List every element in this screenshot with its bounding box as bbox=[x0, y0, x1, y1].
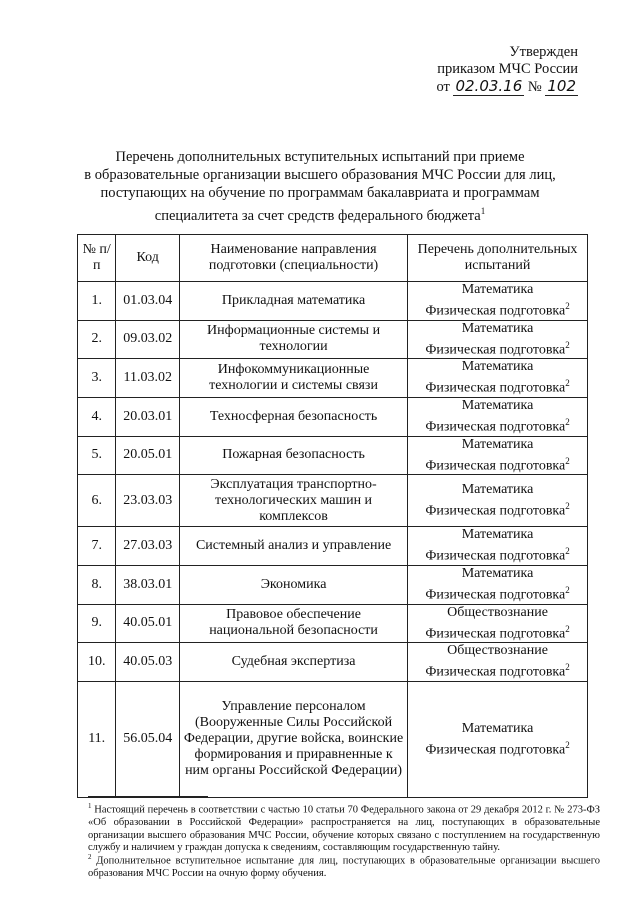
row-name: Информационные системы и технологии bbox=[180, 320, 408, 359]
row-name: Системный анализ и управление bbox=[180, 527, 408, 566]
row-tests bbox=[408, 475, 588, 527]
row-num: 2. bbox=[78, 320, 116, 359]
footnote-mark: 1 bbox=[88, 802, 92, 810]
table-row bbox=[78, 397, 588, 436]
approval-line-2: приказом МЧС России bbox=[437, 61, 578, 77]
row-name: Судебная экспертиза bbox=[180, 643, 408, 682]
approval-date-line bbox=[378, 78, 578, 96]
table-row bbox=[78, 643, 588, 682]
title-line: в образовательные организации высшего образования МЧС России для лиц, bbox=[84, 167, 556, 183]
number-prefix: № bbox=[527, 79, 542, 95]
test-1: Обществознание bbox=[447, 643, 548, 659]
row-num: 4. bbox=[78, 397, 116, 436]
footnote-2 bbox=[88, 851, 600, 881]
table-row bbox=[78, 681, 588, 797]
header-num: № п/п bbox=[78, 235, 116, 282]
tests-table bbox=[77, 234, 588, 798]
test-1: Математика bbox=[461, 397, 534, 413]
row-code: 01.03.04 bbox=[116, 282, 180, 321]
table-header-row bbox=[78, 235, 588, 282]
row-num: 5. bbox=[78, 436, 116, 475]
row-tests bbox=[408, 397, 588, 436]
row-code: 20.03.01 bbox=[116, 397, 180, 436]
row-num: 7. bbox=[78, 527, 116, 566]
test-2: Физическая подготовка bbox=[425, 626, 566, 642]
title-line: Перечень дополнительных вступительных испытаний при приеме bbox=[115, 149, 525, 165]
test-2: Физическая подготовка bbox=[425, 458, 566, 474]
row-code: 23.03.03 bbox=[116, 475, 180, 527]
row-code: 27.03.03 bbox=[116, 527, 180, 566]
test-2: Физическая подготовка bbox=[425, 419, 566, 435]
row-code: 56.05.04 bbox=[116, 681, 180, 797]
test-2-line bbox=[411, 659, 584, 681]
test-1: Математика bbox=[461, 481, 534, 497]
approval-date: 02.03.16 bbox=[455, 77, 523, 95]
test-2-line bbox=[411, 543, 584, 565]
test-2: Физическая подготовка bbox=[425, 742, 566, 758]
test-2-line bbox=[411, 498, 584, 520]
row-name: Экономика bbox=[180, 565, 408, 604]
header-name: Наименование направления подготовки (специальности) bbox=[180, 235, 408, 282]
test-2: Физическая подготовка bbox=[425, 342, 566, 358]
test-2-line bbox=[411, 453, 584, 475]
row-num: 8. bbox=[78, 565, 116, 604]
test-1: Математика bbox=[461, 720, 534, 736]
table-row bbox=[78, 527, 588, 566]
row-num: 10. bbox=[78, 643, 116, 682]
footnote-ref: 2 bbox=[565, 378, 570, 389]
row-tests bbox=[408, 359, 588, 398]
title-line-last bbox=[60, 202, 580, 225]
table-row bbox=[78, 604, 588, 643]
table-row bbox=[78, 475, 588, 527]
row-tests bbox=[408, 565, 588, 604]
row-tests bbox=[408, 436, 588, 475]
document-title bbox=[60, 148, 580, 225]
row-tests bbox=[408, 527, 588, 566]
test-2: Физическая подготовка bbox=[425, 303, 566, 319]
test-1: Обществознание bbox=[447, 604, 548, 620]
table-row bbox=[78, 359, 588, 398]
test-1: Математика bbox=[461, 527, 534, 543]
test-2-line bbox=[411, 621, 584, 643]
test-1: Математика bbox=[461, 565, 534, 581]
footnote-ref: 2 bbox=[565, 500, 570, 511]
row-code: 11.03.02 bbox=[116, 359, 180, 398]
footnote-text: Настоящий перечень в соответствии с частью 10 статьи 70 Федерального закона от 29 декабря 2012 г. № 273-ФЗ «Об образовании в Российской Федерации» распространяется на лиц, поступающих в образовательные организации высшего образования МЧС России, обучение которых связано с поступлением на государственную службу и наличием у граждан допуска к сведениям, составляющим государственную тайну. bbox=[88, 804, 600, 853]
test-2-line bbox=[411, 582, 584, 604]
footnote-ref: 2 bbox=[565, 546, 570, 557]
footnote-ref: 2 bbox=[565, 455, 570, 466]
approval-line-1: Утвержден bbox=[509, 44, 578, 60]
test-2-line bbox=[411, 337, 584, 359]
row-tests bbox=[408, 643, 588, 682]
row-num: 11. bbox=[78, 681, 116, 797]
table-row bbox=[78, 282, 588, 321]
footnote-divider bbox=[88, 796, 208, 797]
test-2: Физическая подготовка bbox=[425, 664, 566, 680]
footnote-mark: 2 bbox=[88, 853, 92, 861]
row-tests bbox=[408, 604, 588, 643]
table-row bbox=[78, 565, 588, 604]
row-name: Инфокоммуникационные технологии и системы связи bbox=[180, 359, 408, 398]
table-row bbox=[78, 320, 588, 359]
footnote-ref: 2 bbox=[565, 416, 570, 427]
footnote-text: Дополнительное вступительное испытание для лиц, поступающих в образовательные организации высшего образования МЧС России на очную форму обучения. bbox=[88, 855, 600, 879]
test-2: Физическая подготовка bbox=[425, 548, 566, 564]
row-name: Прикладная математика bbox=[180, 282, 408, 321]
row-name: Техносферная безопасность bbox=[180, 397, 408, 436]
row-name: Эксплуатация транспортно-технологических машин и комплексов bbox=[180, 475, 408, 527]
footnote-ref: 2 bbox=[565, 739, 570, 750]
test-1: Математика bbox=[461, 320, 534, 336]
row-name: Правовое обеспечение национальной безопасности bbox=[180, 604, 408, 643]
row-num: 6. bbox=[78, 475, 116, 527]
footnote-ref: 2 bbox=[565, 339, 570, 350]
row-code: 38.03.01 bbox=[116, 565, 180, 604]
row-code: 40.05.01 bbox=[116, 604, 180, 643]
row-tests bbox=[408, 681, 588, 797]
test-2: Физическая подготовка bbox=[425, 380, 566, 396]
footnote-ref: 2 bbox=[565, 301, 570, 311]
row-code: 09.03.02 bbox=[116, 320, 180, 359]
row-tests bbox=[408, 282, 588, 321]
date-prefix: от bbox=[436, 79, 450, 95]
footnote-ref: 2 bbox=[565, 623, 570, 634]
title-line-text: специалитета за счет средств федерального бюджета bbox=[154, 207, 481, 224]
row-code: 40.05.03 bbox=[116, 643, 180, 682]
table-row bbox=[78, 436, 588, 475]
test-2: Физическая подготовка bbox=[425, 587, 566, 603]
header-tests: Перечень дополнительных испытаний bbox=[408, 235, 588, 282]
title-line: поступающих на обучение по программам бакалавриата и программам bbox=[100, 185, 540, 201]
approval-number: 102 bbox=[547, 77, 576, 95]
approval-block bbox=[378, 44, 578, 96]
test-1: Математика bbox=[461, 282, 534, 297]
footnote-ref: 2 bbox=[565, 584, 570, 595]
test-2-line bbox=[411, 737, 584, 759]
row-num: 1. bbox=[78, 282, 116, 321]
row-name: Управление персоналом (Вооруженные Силы Российской Федерации, другие войска, воинские формирования и приравненные к ним органы Российской Федерации) bbox=[180, 681, 408, 797]
footnote-ref: 1 bbox=[480, 206, 486, 216]
test-2-line bbox=[411, 414, 584, 436]
test-2: Физическая подготовка bbox=[425, 503, 566, 519]
footnote-1 bbox=[88, 800, 600, 855]
footnote-ref: 2 bbox=[565, 662, 570, 673]
row-tests bbox=[408, 320, 588, 359]
test-2-line bbox=[411, 375, 584, 397]
test-1: Математика bbox=[461, 359, 534, 375]
row-num: 3. bbox=[78, 359, 116, 398]
test-1: Математика bbox=[461, 436, 534, 452]
row-name: Пожарная безопасность bbox=[180, 436, 408, 475]
header-code: Код bbox=[116, 235, 180, 282]
row-code: 20.05.01 bbox=[116, 436, 180, 475]
test-2-line bbox=[411, 298, 584, 320]
row-num: 9. bbox=[78, 604, 116, 643]
